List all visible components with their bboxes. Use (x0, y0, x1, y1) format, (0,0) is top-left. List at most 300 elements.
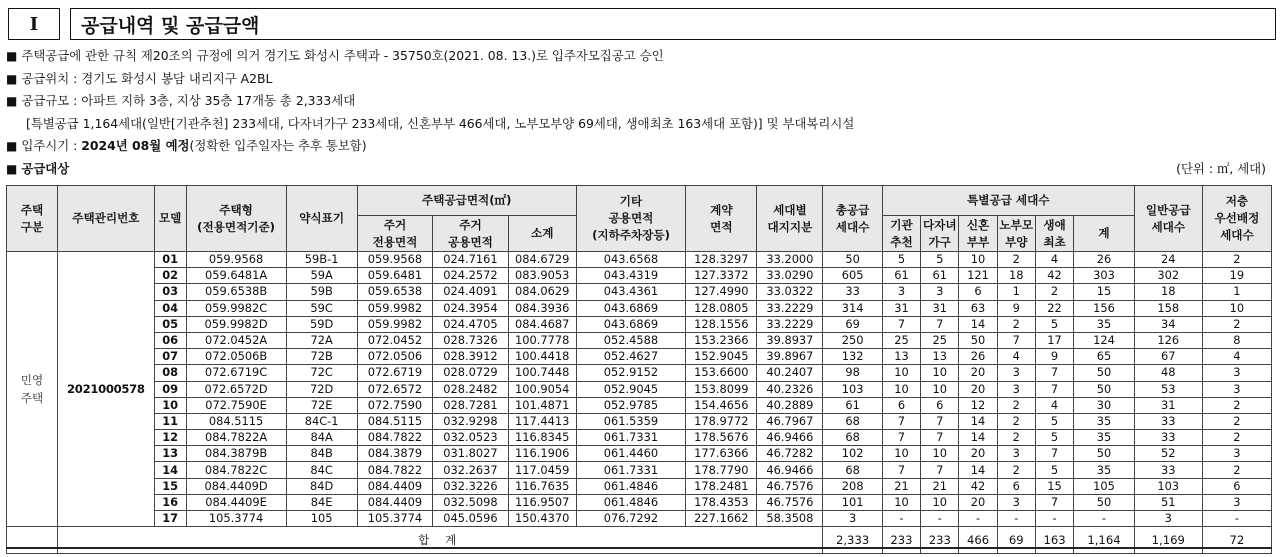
table-cell: 128.0805 (686, 300, 757, 316)
table-cell: 69 (823, 316, 883, 332)
table-cell: 2 (997, 397, 1035, 413)
table-cell: 25 (882, 332, 920, 348)
table-cell: 072.6572D (186, 381, 286, 397)
table-cell: 2 (1202, 397, 1271, 413)
table-cell: 84C (286, 462, 357, 478)
table-cell: 7 (1035, 494, 1073, 510)
table-cell: 10 (882, 365, 920, 381)
table-cell: 116.8345 (508, 430, 576, 446)
table-cell: 22 (1035, 300, 1073, 316)
table-cell: 3 (1202, 365, 1271, 381)
table-cell: 132 (823, 349, 883, 365)
table-cell: 33 (823, 284, 883, 300)
table-cell: 15 (1074, 284, 1135, 300)
header-land-share: 세대별 대지지분 (757, 186, 823, 252)
table-cell: 1 (997, 284, 1035, 300)
table-cell: 98 (823, 365, 883, 381)
table-cell: 30 (1074, 397, 1135, 413)
table-cell: 6 (921, 397, 959, 413)
table-cell: 177.6366 (686, 446, 757, 462)
total-cell: 1,169 (1134, 527, 1202, 554)
table-cell: 100.9054 (508, 381, 576, 397)
table-cell: 7 (1035, 446, 1073, 462)
table-cell: 20 (959, 494, 997, 510)
table-cell: 059.9982 (357, 300, 432, 316)
table-cell: 21 (921, 478, 959, 494)
table-cell: 50 (1074, 381, 1135, 397)
table-cell: 028.7281 (433, 397, 508, 413)
section-title: 공급내역 및 공급금액 (70, 8, 1276, 40)
table-cell: - (1035, 511, 1073, 527)
table-cell: 178.9772 (686, 413, 757, 429)
table-cell: 10 (921, 365, 959, 381)
table-cell: 18 (1134, 284, 1202, 300)
table-cell: 4 (1035, 252, 1073, 268)
table-cell: 084.5115 (357, 413, 432, 429)
table-cell: 24 (1134, 252, 1202, 268)
table-cell: 14 (959, 413, 997, 429)
table-cell: 059.9982D (186, 316, 286, 332)
table-cell: 31 (921, 300, 959, 316)
table-cell: 33 (1134, 413, 1202, 429)
header-other-area: 기타 공용면적 (지하주차장등) (576, 186, 685, 252)
table-cell: 7 (882, 430, 920, 446)
bullet-square-icon: ■ (6, 94, 18, 109)
table-cell: 46.7576 (757, 478, 823, 494)
table-cell: 51 (1134, 494, 1202, 510)
table-cell: 10 (959, 252, 997, 268)
note-scale: ■ 공급규모 : 아파트 지하 3층, 지상 35층 17개동 총 2,333세대 (6, 93, 356, 109)
table-cell: 105.3774 (357, 511, 432, 527)
table-cell: 19 (1202, 268, 1271, 284)
table-cell: 4 (1202, 349, 1271, 365)
table-cell: 9 (1035, 349, 1073, 365)
model-cell: 11 (154, 413, 186, 429)
table-cell: 7 (921, 430, 959, 446)
table-cell: 072.0506B (186, 349, 286, 365)
table-cell: 043.4361 (576, 284, 685, 300)
table-cell: 10 (882, 381, 920, 397)
table-cell: 076.7292 (576, 511, 685, 527)
table-cell: 314 (823, 300, 883, 316)
table-cell: 2 (997, 252, 1035, 268)
table-cell: 35 (1074, 413, 1135, 429)
table-cell: 7 (1035, 381, 1073, 397)
table-cell: 3 (823, 511, 883, 527)
house-group-cell: 민영 주택 (7, 252, 58, 527)
table-cell: 116.7635 (508, 478, 576, 494)
table-cell: 1 (1202, 284, 1271, 300)
table-cell: 227.1662 (686, 511, 757, 527)
table-cell: 7 (882, 316, 920, 332)
table-cell: 061.4460 (576, 446, 685, 462)
table-cell: 3 (997, 381, 1035, 397)
table-cell: 032.2637 (433, 462, 508, 478)
table-cell: 3 (997, 494, 1035, 510)
table-cell: 65 (1074, 349, 1135, 365)
mgmt-no-cell: 2021000578 (58, 252, 155, 527)
table-cell: 10 (882, 494, 920, 510)
total-cell: 72 (1202, 527, 1271, 554)
table-cell: 33.0290 (757, 268, 823, 284)
table-cell: 46.7967 (757, 413, 823, 429)
model-cell: 04 (154, 300, 186, 316)
table-cell: 084.4409 (357, 478, 432, 494)
table-cell: 100.7448 (508, 365, 576, 381)
table-cell: 3 (882, 284, 920, 300)
table-cell: 3 (1202, 381, 1271, 397)
section-number: I (8, 8, 60, 40)
table-row (7, 365, 1272, 381)
table-cell: 052.4588 (576, 332, 685, 348)
model-cell: 16 (154, 494, 186, 510)
table-cell: 605 (823, 268, 883, 284)
table-cell: 4 (1035, 397, 1073, 413)
table-cell: 20 (959, 365, 997, 381)
table-cell: 059.6538 (357, 284, 432, 300)
model-cell: 01 (154, 252, 186, 268)
table-cell: 032.3226 (433, 478, 508, 494)
table-cell: 302 (1134, 268, 1202, 284)
table-cell: 39.8967 (757, 349, 823, 365)
table-cell: 72A (286, 332, 357, 348)
table-cell: 153.6600 (686, 365, 757, 381)
bottom-rule (6, 547, 1272, 549)
table-cell: 13 (882, 349, 920, 365)
table-cell: 33 (1134, 462, 1202, 478)
table-cell: 100.7778 (508, 332, 576, 348)
table-cell: 153.2366 (686, 332, 757, 348)
table-cell: 20 (959, 381, 997, 397)
header-sp-sum: 계 (1074, 216, 1135, 252)
table-cell: 84C-1 (286, 413, 357, 429)
header-general-supply: 일반공급 세대수 (1134, 186, 1202, 252)
unit-label: (단위 : ㎡, 세대) (1176, 160, 1266, 176)
table-cell: 032.5098 (433, 494, 508, 510)
total-cell: 69 (997, 527, 1035, 554)
table-cell: 84D (286, 478, 357, 494)
table-cell: 101 (823, 494, 883, 510)
table-cell: 024.3954 (433, 300, 508, 316)
table-cell: 3 (921, 284, 959, 300)
model-cell: 10 (154, 397, 186, 413)
table-cell: 124 (1074, 332, 1135, 348)
model-cell: 09 (154, 381, 186, 397)
table-cell: 6 (1202, 478, 1271, 494)
table-cell: 3 (1202, 494, 1271, 510)
table-cell: 39.8937 (757, 332, 823, 348)
table-cell: 105.3774 (186, 511, 286, 527)
note-approval: ■ 주택공급에 관한 규칙 제20조의 규정에 의거 경기도 화성시 주택과 - 35750호(2021. 08. 13.)로 입주자모집공고 승인 (6, 48, 664, 63)
table-cell: 50 (1074, 365, 1135, 381)
table-cell: 072.0452A (186, 332, 286, 348)
table-cell: 043.4319 (576, 268, 685, 284)
table-cell: 072.7590 (357, 397, 432, 413)
table-cell: 33.0322 (757, 284, 823, 300)
table-cell: 5 (882, 252, 920, 268)
table-cell: 2 (1202, 413, 1271, 429)
total-label: 합 계 (58, 527, 823, 554)
table-cell: 61 (921, 268, 959, 284)
table-cell: 2 (1202, 462, 1271, 478)
table-cell: 105 (1074, 478, 1135, 494)
table-cell: 052.9045 (576, 381, 685, 397)
table-cell: 68 (823, 462, 883, 478)
table-cell: 152.9045 (686, 349, 757, 365)
bullet-square-icon: ■ (6, 71, 18, 86)
table-row (7, 494, 1272, 510)
table-cell: 101.4871 (508, 397, 576, 413)
table-cell: 53 (1134, 381, 1202, 397)
table-cell: 084.4687 (508, 316, 576, 332)
table-cell: 126 (1134, 332, 1202, 348)
table-cell: 84B (286, 446, 357, 462)
table-cell: 178.4353 (686, 494, 757, 510)
table-cell: 5 (1035, 430, 1073, 446)
table-cell: 2 (1202, 430, 1271, 446)
table-row (7, 381, 1272, 397)
table-cell: 052.9785 (576, 397, 685, 413)
table-cell: 024.2572 (433, 268, 508, 284)
table-cell: 31 (1134, 397, 1202, 413)
table-cell: 10 (882, 446, 920, 462)
table-cell: 35 (1074, 316, 1135, 332)
table-cell: 14 (959, 316, 997, 332)
table-cell: 3 (997, 446, 1035, 462)
table-cell: 059.9982C (186, 300, 286, 316)
table-cell: 26 (1074, 252, 1135, 268)
table-cell: 178.7790 (686, 462, 757, 478)
table-cell: 7 (882, 413, 920, 429)
table-cell: 84E (286, 494, 357, 510)
model-cell: 07 (154, 349, 186, 365)
table-cell: 084.7822A (186, 430, 286, 446)
table-cell: 084.4409E (186, 494, 286, 510)
table-row (7, 462, 1272, 478)
table-cell: 34 (1134, 316, 1202, 332)
table-cell: 024.4705 (433, 316, 508, 332)
table-cell: 303 (1074, 268, 1135, 284)
table-cell: 61 (882, 268, 920, 284)
table-cell: 52 (1134, 446, 1202, 462)
table-cell: 158 (1134, 300, 1202, 316)
model-cell: 12 (154, 430, 186, 446)
table-row (7, 446, 1272, 462)
table-cell: 6 (882, 397, 920, 413)
table-cell: 024.4091 (433, 284, 508, 300)
total-blank (7, 527, 58, 554)
table-cell: 59B-1 (286, 252, 357, 268)
table-cell: 121 (959, 268, 997, 284)
table-cell: 59B (286, 284, 357, 300)
table-cell: 061.7331 (576, 462, 685, 478)
header-house-type: 주택형 (전용면적기준) (186, 186, 286, 252)
bullet-square-icon: ■ (6, 139, 18, 154)
table-cell: 2 (1035, 284, 1073, 300)
table-cell: 100.4418 (508, 349, 576, 365)
header-abbr: 약식표기 (286, 186, 357, 252)
table-cell: 2 (997, 316, 1035, 332)
table-cell: 208 (823, 478, 883, 494)
model-cell: 02 (154, 268, 186, 284)
table-cell: 40.2326 (757, 381, 823, 397)
table-cell: 5 (921, 252, 959, 268)
table-cell: 116.9507 (508, 494, 576, 510)
header-sp-newlywed: 신혼 부부 (959, 216, 997, 252)
table-cell: 12 (959, 397, 997, 413)
header-model: 모델 (154, 186, 186, 252)
table-cell: 3 (1134, 511, 1202, 527)
table-cell: 4 (997, 349, 1035, 365)
table-cell: 2 (1202, 316, 1271, 332)
header-low-floor: 저층 우선배정 세대수 (1202, 186, 1271, 252)
table-cell: 7 (1035, 365, 1073, 381)
table-cell: 14 (959, 430, 997, 446)
table-cell: 33 (1134, 430, 1202, 446)
table-cell: - (959, 511, 997, 527)
table-cell: 3 (1202, 446, 1271, 462)
table-row (7, 300, 1272, 316)
table-cell: 061.5359 (576, 413, 685, 429)
table-cell: 68 (823, 413, 883, 429)
model-cell: 14 (154, 462, 186, 478)
table-cell: 8 (1202, 332, 1271, 348)
model-cell: 06 (154, 332, 186, 348)
table-cell: 7 (921, 316, 959, 332)
table-cell: 072.6719C (186, 365, 286, 381)
table-cell: 052.4627 (576, 349, 685, 365)
total-cell: 233 (921, 527, 959, 554)
table-cell: 117.4413 (508, 413, 576, 429)
table-cell: 156 (1074, 300, 1135, 316)
table-cell: 6 (959, 284, 997, 300)
table-cell: 072.0452 (357, 332, 432, 348)
table-cell: 3 (997, 365, 1035, 381)
table-cell: 043.6869 (576, 316, 685, 332)
total-row (7, 527, 1272, 554)
header-supply-area: 주택공급면적(㎡) (357, 186, 576, 216)
table-cell: 103 (1134, 478, 1202, 494)
header-special-supply: 특별공급 세대수 (882, 186, 1134, 216)
total-cell: 1,164 (1074, 527, 1135, 554)
table-cell: 2 (1202, 252, 1271, 268)
table-cell: 7 (882, 462, 920, 478)
table-cell: 084.3879 (357, 446, 432, 462)
table-cell: 084.5115 (186, 413, 286, 429)
table-cell: 5 (1035, 462, 1073, 478)
table-cell: 154.4656 (686, 397, 757, 413)
table-cell: 33.2229 (757, 300, 823, 316)
table-cell: 128.3297 (686, 252, 757, 268)
table-cell: 20 (959, 446, 997, 462)
model-cell: 17 (154, 511, 186, 527)
table-cell: 63 (959, 300, 997, 316)
table-cell: 061.4846 (576, 494, 685, 510)
table-cell: 028.2482 (433, 381, 508, 397)
table-cell: 024.7161 (433, 252, 508, 268)
table-cell: 7 (921, 462, 959, 478)
table-cell: 42 (959, 478, 997, 494)
table-cell: 13 (921, 349, 959, 365)
table-cell: - (997, 511, 1035, 527)
table-cell: 21 (882, 478, 920, 494)
table-cell: 072.7590E (186, 397, 286, 413)
table-cell: 25 (921, 332, 959, 348)
table-cell: 9 (997, 300, 1035, 316)
table-cell: 7 (921, 413, 959, 429)
total-cell: 2,333 (823, 527, 883, 554)
model-cell: 03 (154, 284, 186, 300)
table-cell: 59A (286, 268, 357, 284)
table-cell: 084.7822 (357, 430, 432, 446)
note-location: ■ 공급위치 : 경기도 화성시 봉담 내리지구 A2BL (6, 70, 273, 86)
header-common: 주거 공용면적 (433, 216, 508, 252)
table-cell: 58.3508 (757, 511, 823, 527)
table-cell: - (1074, 511, 1135, 527)
table-cell: 059.6538B (186, 284, 286, 300)
table-cell: 35 (1074, 462, 1135, 478)
section-header (8, 8, 1278, 42)
table-cell: 043.6869 (576, 300, 685, 316)
table-row (7, 397, 1272, 413)
total-cell: 163 (1035, 527, 1073, 554)
table-cell: 2 (997, 462, 1035, 478)
table-cell: 50 (1074, 446, 1135, 462)
table-cell: 084.3879B (186, 446, 286, 462)
supply-table (6, 185, 1272, 554)
table-cell: 045.0596 (433, 511, 508, 527)
table-cell: 6 (997, 478, 1035, 494)
table-cell: 084.4409D (186, 478, 286, 494)
table-cell: 083.9053 (508, 268, 576, 284)
table-cell: 50 (1074, 494, 1135, 510)
table-cell: 028.0729 (433, 365, 508, 381)
table-cell: 72E (286, 397, 357, 413)
table-row (7, 430, 1272, 446)
table-cell: 84A (286, 430, 357, 446)
table-row (7, 478, 1272, 494)
table-cell: 084.3936 (508, 300, 576, 316)
table-cell: 5 (1035, 316, 1073, 332)
table-cell: 10 (921, 446, 959, 462)
notes-list (6, 45, 1274, 181)
table-cell: 084.7822C (186, 462, 286, 478)
model-cell: 05 (154, 316, 186, 332)
header-total-supply: 총공급 세대수 (823, 186, 883, 252)
table-cell: 102 (823, 446, 883, 462)
table-cell: 032.0523 (433, 430, 508, 446)
table-cell: 150.4370 (508, 511, 576, 527)
table-cell: 116.1906 (508, 446, 576, 462)
table-cell: 10 (1202, 300, 1271, 316)
table-cell: 17 (1035, 332, 1073, 348)
table-cell: 084.6729 (508, 252, 576, 268)
note-scale-detail: [특별공급 1,164세대(일반[기관추천] 233세대, 다자녀가구 233세대, 신혼부부 466세대, 노부모부양 69세대, 생애최초 163세대 포함)] 및 부대복리시설 (26, 115, 855, 131)
header-subtotal: 소계 (508, 216, 576, 252)
table-cell: - (1202, 511, 1271, 527)
header-sp-multichild: 다자녀 가구 (921, 216, 959, 252)
table-cell: 128.1556 (686, 316, 757, 332)
header-mgmt-no: 주택관리번호 (58, 186, 155, 252)
table-row (7, 316, 1272, 332)
header-house-group: 주택 구분 (7, 186, 58, 252)
table-cell: 059.6481A (186, 268, 286, 284)
header-exclusive: 주거 전용면적 (357, 216, 432, 252)
table-cell: 42 (1035, 268, 1073, 284)
table-cell: 178.2481 (686, 478, 757, 494)
table-cell: 072.0506 (357, 349, 432, 365)
table-cell: 061.7331 (576, 430, 685, 446)
